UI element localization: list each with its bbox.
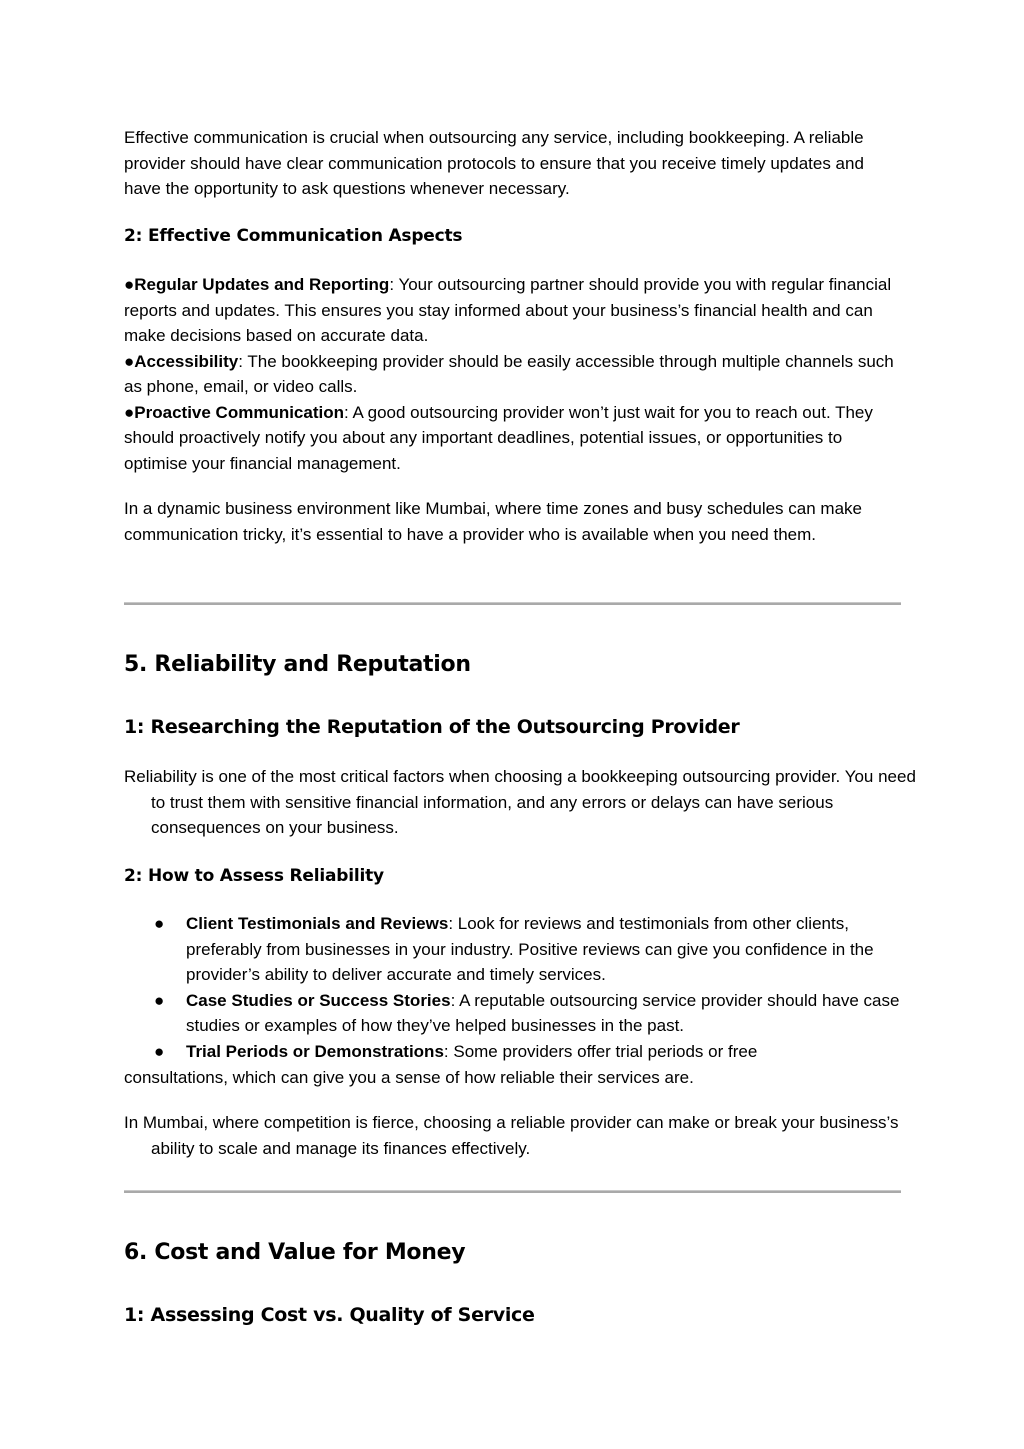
list-item bbox=[124, 988, 902, 1039]
bullet-icon: ● bbox=[124, 275, 135, 294]
list-item bbox=[124, 1039, 902, 1065]
intro-paragraph: Effective communication is crucial when outsourcing any service, including bookkeeping. A reliable provider should have clear communication protocols to ensure that you receive timely updates and have the opportunity to ask questions whenever necessary. bbox=[124, 128, 864, 198]
section5-sub1-heading: 1: Researching the Reputation of the Outsourcing Provider bbox=[124, 716, 740, 738]
bullet-icon: ● bbox=[154, 1041, 165, 1061]
bullet-icon: ● bbox=[124, 402, 135, 422]
comm-aspects-heading: 2: Effective Communication Aspects bbox=[124, 226, 463, 246]
comm-item bbox=[124, 400, 902, 477]
list-item-text: : Some providers offer trial periods or free bbox=[443, 1041, 758, 1061]
section-divider bbox=[124, 602, 901, 605]
bullet-icon: ● bbox=[124, 351, 135, 371]
comm-item-term: Proactive Communication bbox=[134, 402, 344, 422]
bullet-icon: ● bbox=[154, 990, 165, 1010]
comm-item-list bbox=[124, 272, 902, 476]
list-item-term: Case Studies or Success Stories bbox=[186, 990, 451, 1010]
section5-outro-paragraph: In Mumbai, where competition is fierce, choosing a reliable provider can make or break your business’s ability to scale and manage its finances effectively. bbox=[124, 1113, 899, 1158]
section5-paragraph: Reliability is one of the most critical factors when choosing a bookkeeping outsourcing provider. You need to trust them with sensitive financial information, and any errors or delays can have serious consequences on your business. bbox=[124, 767, 916, 837]
comm-item-text: : A good outsourcing provider won’t just wait for you to reach out. They should proactively notify you about any important deadlines, potential issues, or opportunities to optimise your financial management. bbox=[124, 402, 873, 473]
section-divider bbox=[124, 1190, 901, 1193]
reliability-list bbox=[124, 911, 902, 1064]
comm-item-term: Accessibility bbox=[134, 351, 239, 371]
list-item-term: Trial Periods or Demonstrations bbox=[186, 1041, 444, 1061]
comm-item-term: Regular Updates and Reporting bbox=[134, 275, 390, 294]
section5-title: 5. Reliability and Reputation bbox=[124, 652, 471, 677]
list-item-text: : Look for reviews and testimonials from other clients, preferably from businesses in your industry. Positive reviews can give you confidence in the provider’s ability to deliver accurate and timely services. bbox=[186, 914, 874, 984]
list-item bbox=[124, 911, 902, 988]
comm-outro-paragraph: In a dynamic business environment like Mumbai, where time zones and busy schedules can make communication tricky, it’s essential to have a provider who is available when you need them. bbox=[124, 499, 862, 544]
section6-title: 6. Cost and Value for Money bbox=[124, 1240, 466, 1265]
list-item-text: : A reputable outsourcing service provider should have case studies or examples of how they’ve helped businesses in the past. bbox=[186, 990, 900, 1035]
bullet-icon: ● bbox=[154, 914, 165, 933]
comm-item-text: : The bookkeeping provider should be easily accessible through multiple channels such as phone, email, or video calls. bbox=[124, 351, 894, 396]
section5-sub2-heading: 2: How to Assess Reliability bbox=[124, 866, 384, 886]
comm-item-text: : Your outsourcing partner should provide you with regular financial reports and updates. This ensures you stay informed about your business’s financial health and can make decisions based on accurate data. bbox=[124, 275, 892, 345]
section6-sub1-heading: 1: Assessing Cost vs. Quality of Service bbox=[124, 1304, 535, 1326]
list-item-term: Client Testimonials and Reviews bbox=[186, 914, 449, 933]
trial-continuation-text: consultations, which can give you a sense of how reliable their services are. bbox=[124, 1067, 694, 1087]
comm-item bbox=[124, 272, 902, 349]
comm-item bbox=[124, 349, 902, 400]
